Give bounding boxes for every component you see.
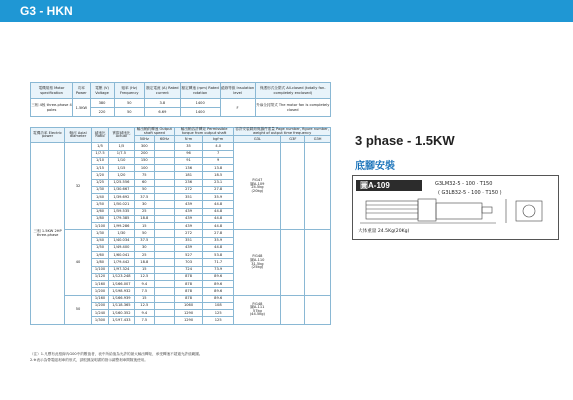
table-cell: 44.8 — [203, 244, 234, 251]
table-cell: 7 — [203, 150, 234, 157]
table-cell: 1/50 — [92, 201, 109, 208]
table-cell — [154, 295, 174, 302]
table-cell: 1/300 — [92, 317, 109, 324]
shaft-cell: 32 — [65, 143, 92, 230]
table-cell — [154, 223, 174, 230]
table-cell: 1/40 — [92, 194, 109, 201]
table-cell: 35.9 — [203, 237, 234, 244]
page-header — [0, 0, 573, 22]
table-cell: 89.6 — [203, 273, 234, 280]
weight-label: 大体重量 24.5Kg(20Kg) — [358, 229, 410, 234]
spec-header: 保護形式全閉式 All-closed (totally fan-completely enclosed) — [255, 83, 330, 99]
table-cell — [154, 165, 174, 172]
spec-cell: 220 — [90, 108, 114, 117]
table-cell: 439 — [175, 223, 203, 230]
reduction-table — [30, 127, 331, 325]
table-cell: 89.6 — [203, 288, 234, 295]
table-cell: 89.6 — [203, 295, 234, 302]
table-cell — [154, 230, 174, 237]
model-number: G3LM32-5 - 100 · T150 — [435, 181, 493, 187]
table-cell: 1/60 — [92, 252, 109, 259]
table-cell: 1/60 — [92, 208, 109, 215]
table-cell: 1/79.385 — [109, 215, 135, 222]
spec-power: 1.5KW — [73, 99, 90, 117]
table-cell: 878 — [175, 281, 203, 288]
table-cell: 1290 — [175, 317, 203, 324]
table-cell: 351 — [175, 237, 203, 244]
table-cell: 1/30.667 — [109, 186, 135, 193]
table-cell — [154, 215, 174, 222]
table-cell: 18.8 — [134, 215, 154, 222]
table-cell: 7.5 — [134, 317, 154, 324]
table-cell — [154, 208, 174, 215]
table-row — [31, 230, 331, 237]
col-power-header: 電機功率 Electric power — [31, 128, 65, 143]
col-shaft-header: 軸徑 Axial diameter — [65, 128, 92, 143]
table-cell: 1290 — [175, 310, 203, 317]
sub-header: G3F — [281, 136, 305, 143]
spec-motor: 三相 4極 three-phase 4 poles — [31, 99, 73, 117]
table-cell: 15 — [134, 223, 154, 230]
frame-empty — [281, 143, 305, 230]
table-cell: 44.8 — [203, 201, 234, 208]
table-cell: 37.5 — [134, 237, 154, 244]
spec-cell: 1400 — [180, 108, 220, 117]
table-cell: 100 — [134, 165, 154, 172]
table-cell: 1/7.5 — [109, 150, 135, 157]
table-cell — [154, 273, 174, 280]
table-cell: 878 — [175, 273, 203, 280]
table-cell: 1/160 — [92, 295, 109, 302]
table-cell: 1/166.007 — [109, 281, 135, 288]
table-cell: 23.1 — [203, 179, 234, 186]
table-cell: 1/49.400 — [109, 244, 135, 251]
table-cell: 1/100 — [92, 223, 109, 230]
table-cell: 60 — [134, 179, 154, 186]
table-cell — [154, 317, 174, 324]
power-cell: 三相 1.5KW 2HP three-phase — [31, 143, 65, 324]
table-cell — [154, 281, 174, 288]
spec-header: 電機規格 Motor specification — [31, 83, 73, 99]
footnote-2: 2.※表示為帶電磁剎車的形式，請根據說明書的指示調整剎車間隙後使用。 — [30, 358, 148, 362]
frame-note: P.G48 圖A-110 31.5kg (25kg) — [234, 230, 281, 295]
table-cell — [154, 179, 174, 186]
table-cell: 9.4 — [134, 310, 154, 317]
table-cell: 1/30 — [92, 230, 109, 237]
motor-spec-table — [30, 82, 331, 117]
table-cell: 35 — [175, 143, 203, 150]
table-cell: 18.8 — [134, 259, 154, 266]
table-cell: 351 — [175, 194, 203, 201]
table-cell: 125 — [203, 317, 234, 324]
table-cell: 1/79.442 — [109, 259, 135, 266]
table-cell: 300 — [134, 143, 154, 150]
col-ratio-header: 減速比 Ratio — [92, 128, 109, 143]
table-cell: 44.8 — [203, 208, 234, 215]
table-cell: 1/200 — [92, 288, 109, 295]
col-speed-header: 輸出軸的轉速 Output shaft speed — [134, 128, 174, 136]
table-cell: 1/20 — [109, 172, 135, 179]
spec-header: 絕緣等級 Insulation level — [220, 83, 255, 99]
table-cell: 272 — [175, 186, 203, 193]
table-cell: 1/80 — [92, 215, 109, 222]
spec-header: 額定轉速 (rpm) Rated rotation — [180, 83, 220, 99]
table-cell: 1/160.352 — [109, 310, 135, 317]
table-cell: 1/197.433 — [109, 317, 135, 324]
sub-header: G3L — [234, 136, 281, 143]
model-number-alt: ( G3LB32-5 - 100 · T150 ) — [438, 190, 502, 196]
table-cell: 150 — [134, 157, 154, 164]
table-cell: 1/25.556 — [109, 179, 135, 186]
table-cell: 1/123.248 — [109, 273, 135, 280]
table-cell — [154, 186, 174, 193]
table-cell: 1/166.939 — [109, 295, 135, 302]
table-cell: 15 — [134, 266, 154, 273]
table-cell: 9 — [203, 157, 234, 164]
table-cell: 1/20 — [92, 172, 109, 179]
col-actual-header: 實際減速比 Actual — [109, 128, 135, 143]
table-cell — [154, 259, 174, 266]
table-cell: 27.8 — [203, 230, 234, 237]
table-cell: 439 — [175, 201, 203, 208]
sub-header: 50Hz — [134, 136, 154, 143]
table-cell: 272 — [175, 230, 203, 237]
table-cell: 1/60.041 — [109, 252, 135, 259]
shaft-cell: 40 — [65, 230, 92, 295]
table-cell: 7.5 — [134, 288, 154, 295]
sub-header: N·m — [175, 136, 203, 143]
table-cell: 50 — [134, 186, 154, 193]
table-cell: 53.8 — [203, 252, 234, 259]
table-cell — [154, 143, 174, 150]
frame-empty — [305, 295, 331, 324]
table-cell: 30 — [134, 201, 154, 208]
spec-cell: 380 — [90, 99, 114, 108]
col-torque-header: 輸出軸容許轉矩 Permissible torque from output shaft — [175, 128, 234, 136]
table-cell: 1/118.365 — [109, 302, 135, 309]
table-cell: 12.5 — [134, 273, 154, 280]
frame-empty — [281, 295, 305, 324]
sub-header: G3H — [305, 136, 331, 143]
table-cell: 1/5 — [92, 143, 109, 150]
table-cell: 1/5 — [109, 143, 135, 150]
table-cell — [154, 157, 174, 164]
sub-header: 60Hz — [154, 136, 174, 143]
table-cell: 1/97.324 — [109, 266, 135, 273]
table-cell: 4.0 — [203, 143, 234, 150]
footnote-1: （注）1.凡標有此框線內G00中的數值者，表中所給值為允許的最大輸出轉矩，承受轉速不超過允許值範圍。 — [30, 352, 203, 356]
spec-cell: 50 — [114, 99, 144, 108]
table-cell: 200 — [134, 150, 154, 157]
table-cell — [154, 310, 174, 317]
table-cell: 1/30 — [109, 230, 135, 237]
table-cell: 44.8 — [203, 215, 234, 222]
table-cell: 439 — [175, 215, 203, 222]
table-cell: 1/30 — [92, 186, 109, 193]
spec-cell: 1400 — [180, 99, 220, 108]
table-row — [31, 143, 331, 150]
table-cell: 724 — [175, 266, 203, 273]
gearmotor-drawing — [356, 195, 551, 227]
table-row — [31, 295, 331, 302]
table-cell: 1/25 — [92, 179, 109, 186]
page-title: G3 - HKN — [20, 4, 73, 18]
spec-cell: 3.8 — [145, 99, 181, 108]
table-cell: 181 — [175, 172, 203, 179]
section-title: 3 phase - 1.5KW — [355, 133, 455, 148]
table-cell: 527 — [175, 252, 203, 259]
table-cell: 1/198.932 — [109, 288, 135, 295]
figure-tag: 圖A-109 — [356, 180, 422, 191]
table-cell — [154, 150, 174, 157]
table-cell: 71.7 — [203, 259, 234, 266]
table-cell: 1/120 — [92, 273, 109, 280]
table-cell: 1/7.5 — [92, 150, 109, 157]
table-cell: 1/59.535 — [109, 208, 135, 215]
table-cell: 1/40.034 — [109, 237, 135, 244]
spec-header: 功率 Power — [73, 83, 90, 99]
table-cell: 75 — [134, 172, 154, 179]
col-frame-header: 容許安裝載荷與鑄件重量 Page number, figure number, weight of output time frequency — [235, 127, 329, 135]
table-cell: 1/100 — [92, 266, 109, 273]
table-cell — [154, 266, 174, 273]
frame-note: P.G48 圖A-111 57kg (44.5kg) — [234, 295, 281, 324]
table-cell: 18.5 — [203, 172, 234, 179]
table-cell — [154, 194, 174, 201]
spec-header: 電壓 (V) Voltage — [90, 83, 114, 99]
table-cell: 25 — [134, 252, 154, 259]
table-cell: 91 — [175, 157, 203, 164]
table-cell — [154, 201, 174, 208]
table-cell — [154, 172, 174, 179]
table-cell: 1/10 — [92, 157, 109, 164]
table-cell: 44.8 — [203, 223, 234, 230]
table-cell: 1/15 — [92, 165, 109, 172]
table-cell: 1/200 — [92, 302, 109, 309]
table-cell: 1/240 — [92, 310, 109, 317]
table-cell: 37.5 — [134, 194, 154, 201]
sub-header: kgf·m — [203, 136, 234, 143]
table-cell: 30 — [134, 244, 154, 251]
spec-insulation: F — [220, 99, 255, 117]
table-cell: 439 — [175, 244, 203, 251]
table-cell: 15 — [134, 295, 154, 302]
section-subtitle: 底腳安裝 — [355, 161, 395, 172]
table-cell: 1/50.021 — [109, 201, 135, 208]
spec-cell: 50 — [114, 108, 144, 117]
table-cell — [154, 288, 174, 295]
spec-header: 頻率 (Hz) Frequency — [114, 83, 144, 99]
table-cell: 125 — [203, 310, 234, 317]
table-cell: 1/50 — [92, 244, 109, 251]
table-cell: 878 — [175, 295, 203, 302]
table-cell: 1060 — [175, 302, 203, 309]
frame-empty — [305, 230, 331, 295]
frame-empty — [305, 143, 331, 230]
table-cell: 35.9 — [203, 194, 234, 201]
table-cell — [154, 244, 174, 251]
table-cell — [154, 237, 174, 244]
table-cell: 1/99.286 — [109, 223, 135, 230]
table-cell: 13.8 — [203, 165, 234, 172]
table-cell: 1/160 — [92, 281, 109, 288]
table-cell: 50 — [134, 230, 154, 237]
table-cell: 1/39.692 — [109, 194, 135, 201]
spec-protection: 外扇全封閉式 The motor fan is completely closed — [255, 99, 330, 117]
table-cell: 136 — [175, 165, 203, 172]
table-cell: 108 — [203, 302, 234, 309]
table-cell: 89.6 — [203, 281, 234, 288]
shaft-cell: 50 — [65, 295, 92, 324]
table-cell: 27.8 — [203, 186, 234, 193]
table-cell — [154, 252, 174, 259]
spec-header: 額定電流 (A) Rated current — [145, 83, 181, 99]
table-cell: 73.9 — [203, 266, 234, 273]
table-cell: 236 — [175, 179, 203, 186]
table-cell: 1/80 — [92, 259, 109, 266]
table-cell: 96 — [175, 150, 203, 157]
table-cell — [154, 302, 174, 309]
frame-note: P.G47 圖A-109 24.5kg (20kg) — [234, 143, 281, 230]
table-cell: 1/15 — [109, 165, 135, 172]
table-cell: 703 — [175, 259, 203, 266]
table-cell: 9.4 — [134, 281, 154, 288]
spec-cell: 6.69 — [145, 108, 181, 117]
table-cell: 12.5 — [134, 302, 154, 309]
frame-empty — [281, 230, 305, 295]
table-cell: 439 — [175, 208, 203, 215]
table-cell: 878 — [175, 288, 203, 295]
table-cell: 1/40 — [92, 237, 109, 244]
table-cell: 1/10 — [109, 157, 135, 164]
table-cell: 25 — [134, 208, 154, 215]
